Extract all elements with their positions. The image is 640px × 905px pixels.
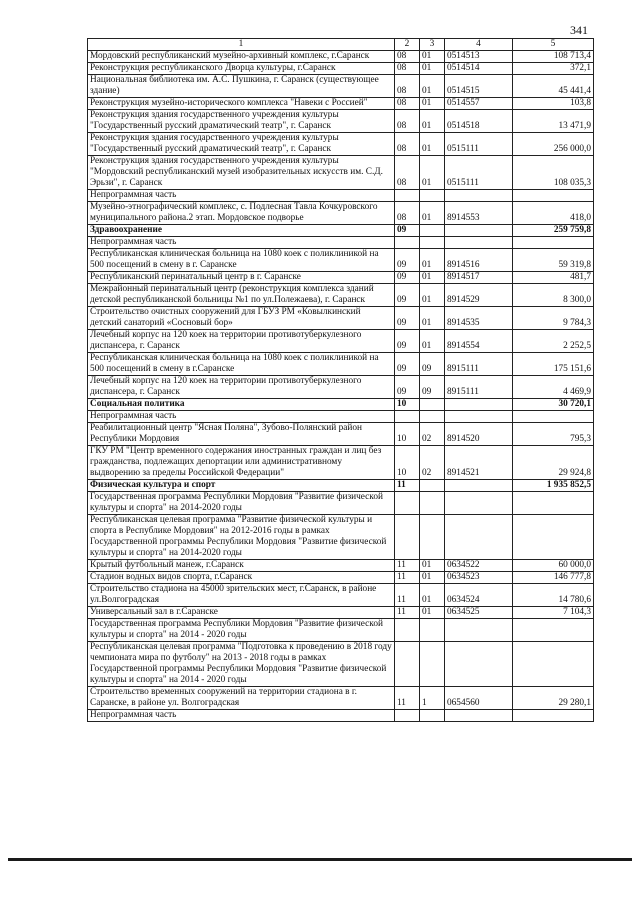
row-amount-cell: 45 441,4: [513, 75, 594, 98]
row-code-cell: [445, 710, 513, 722]
row-code-cell: [445, 619, 513, 642]
row-subsection-cell: [420, 619, 445, 642]
row-amount-cell: 4 469,9: [513, 376, 594, 399]
row-name-cell: Национальная библиотека им. А.С. Пушкина, г. Саранск (существующее здание): [88, 75, 395, 98]
table-row: [88, 492, 594, 515]
table-row: [88, 133, 594, 156]
row-name-cell: Мордовский республиканский музейно-архивный комплекс, г.Саранск: [88, 51, 395, 63]
row-code-cell: 0515111: [445, 156, 513, 190]
row-subsection-cell: 01: [420, 75, 445, 98]
row-section-cell: 10: [395, 399, 420, 411]
row-subsection-cell: 01: [420, 330, 445, 353]
row-subsection-cell: 09: [420, 353, 445, 376]
row-name-cell: Реконструкция здания государственного учреждения культуры "Государственный русский драматический театр", г. Саранск: [88, 110, 395, 133]
row-section-cell: 08: [395, 51, 420, 63]
row-name-cell: Непрограммная часть: [88, 710, 395, 722]
row-amount-cell: 59 319,8: [513, 249, 594, 272]
table-row: [88, 98, 594, 110]
row-amount-cell: 259 759,8: [513, 225, 594, 237]
table-row: [88, 642, 594, 687]
row-code-cell: [445, 237, 513, 249]
row-subsection-cell: 01: [420, 607, 445, 619]
page-bottom-rule: [8, 858, 632, 861]
row-amount-cell: [513, 619, 594, 642]
row-code-cell: 0514518: [445, 110, 513, 133]
row-name-cell: Музейно-этнографический комплекс, с. Подлесная Тавла Кочкуровского муниципального района.2 этап. Мордовское подворье: [88, 202, 395, 225]
table-row: [88, 307, 594, 330]
row-name-cell: Лечебный корпус на 120 коек на территории противотуберкулезного диспансера, г. Саранск: [88, 376, 395, 399]
table-row: [88, 284, 594, 307]
row-name-cell: Крытый футбольный манеж, г.Саранск: [88, 560, 395, 572]
table-row: [88, 480, 594, 492]
row-amount-cell: [513, 515, 594, 560]
row-name-cell: Социальная политика: [88, 399, 395, 411]
row-code-cell: [445, 515, 513, 560]
row-code-cell: [445, 399, 513, 411]
row-name-cell: Стадион водных видов спорта, г.Саранск: [88, 572, 395, 584]
row-section-cell: 09: [395, 353, 420, 376]
table-row: [88, 51, 594, 63]
row-section-cell: 11: [395, 687, 420, 710]
row-name-cell: Межрайонный перинатальный центр (реконструкция комплекса зданий детской республиканской больницы №1 по ул.Полежаева), г. Саранск: [88, 284, 395, 307]
row-code-cell: 8915111: [445, 353, 513, 376]
table-row: [88, 376, 594, 399]
row-subsection-cell: 01: [420, 51, 445, 63]
row-amount-cell: 1 935 852,5: [513, 480, 594, 492]
row-amount-cell: 8 300,0: [513, 284, 594, 307]
row-subsection-cell: [420, 710, 445, 722]
row-section-cell: [395, 492, 420, 515]
row-amount-cell: 146 777,8: [513, 572, 594, 584]
row-section-cell: [395, 642, 420, 687]
row-code-cell: 0514557: [445, 98, 513, 110]
row-subsection-cell: 01: [420, 202, 445, 225]
row-section-cell: [395, 710, 420, 722]
row-section-cell: [395, 237, 420, 249]
header-col-3: 3: [420, 39, 445, 51]
row-subsection-cell: 01: [420, 249, 445, 272]
row-subsection-cell: [420, 642, 445, 687]
row-name-cell: Строительство стадиона на 45000 зрительских мест, г.Саранск, в районе ул.Волгоградская: [88, 584, 395, 607]
table-body: [88, 51, 594, 722]
row-subsection-cell: 1: [420, 687, 445, 710]
row-section-cell: 08: [395, 133, 420, 156]
row-code-cell: 8914516: [445, 249, 513, 272]
row-name-cell: ГКУ РМ "Центр временного содержания иностранных граждан и лиц без гражданства, подлежащих депортации или административному выдворению за пределы Российской Федерации": [88, 446, 395, 480]
row-section-cell: 11: [395, 607, 420, 619]
row-subsection-cell: 01: [420, 133, 445, 156]
header-col-4: 4: [445, 39, 513, 51]
row-section-cell: [395, 411, 420, 423]
row-subsection-cell: 01: [420, 110, 445, 133]
row-subsection-cell: 01: [420, 156, 445, 190]
row-code-cell: [445, 642, 513, 687]
row-amount-cell: 2 252,5: [513, 330, 594, 353]
row-code-cell: 0514513: [445, 51, 513, 63]
table-row: [88, 249, 594, 272]
row-amount-cell: 103,8: [513, 98, 594, 110]
row-code-cell: 0654560: [445, 687, 513, 710]
row-section-cell: 08: [395, 75, 420, 98]
row-section-cell: 11: [395, 480, 420, 492]
row-amount-cell: 795,3: [513, 423, 594, 446]
row-amount-cell: 13 471,9: [513, 110, 594, 133]
row-amount-cell: 175 151,6: [513, 353, 594, 376]
row-amount-cell: [513, 492, 594, 515]
row-amount-cell: 9 784,3: [513, 307, 594, 330]
header-col-5: 5: [513, 39, 594, 51]
row-code-cell: 0634525: [445, 607, 513, 619]
row-amount-cell: 108 035,3: [513, 156, 594, 190]
row-subsection-cell: 01: [420, 272, 445, 284]
row-code-cell: 0514514: [445, 63, 513, 75]
row-section-cell: 08: [395, 98, 420, 110]
row-section-cell: 09: [395, 307, 420, 330]
row-code-cell: 0514515: [445, 75, 513, 98]
row-amount-cell: [513, 190, 594, 202]
row-section-cell: 11: [395, 572, 420, 584]
table-header-row: [88, 39, 594, 51]
table-row: [88, 75, 594, 98]
table-row: [88, 399, 594, 411]
row-section-cell: 08: [395, 63, 420, 75]
row-section-cell: 11: [395, 560, 420, 572]
row-subsection-cell: 01: [420, 307, 445, 330]
table-row: [88, 272, 594, 284]
row-subsection-cell: 01: [420, 63, 445, 75]
row-section-cell: [395, 619, 420, 642]
row-amount-cell: 14 780,6: [513, 584, 594, 607]
row-code-cell: [445, 225, 513, 237]
row-subsection-cell: [420, 237, 445, 249]
row-code-cell: 8915111: [445, 376, 513, 399]
row-subsection-cell: 01: [420, 98, 445, 110]
page-number: 341: [570, 23, 588, 37]
row-name-cell: Непрограммная часть: [88, 190, 395, 202]
row-code-cell: 8914554: [445, 330, 513, 353]
row-name-cell: Республиканская целевая программа "Подготовка к проведению в 2018 году чемпионата мира по футболу" на 2013 - 2018 годы в рамках Государственной программы Республики Мордовия "Развитие физической культуры и спорта" на 2014 - 2020 годы: [88, 642, 395, 687]
row-name-cell: Здравоохранение: [88, 225, 395, 237]
row-amount-cell: [513, 710, 594, 722]
row-subsection-cell: 01: [420, 572, 445, 584]
row-name-cell: Республиканская клиническая больница на 1080 коек с поликлиникой на 500 посещений в смену в г. Саранске: [88, 249, 395, 272]
row-name-cell: Реконструкция здания государственного учреждения культуры "Мордовский республиканский музей изобразительных искусств им. С.Д. Эрьзи", г. Саранск: [88, 156, 395, 190]
row-code-cell: 0634524: [445, 584, 513, 607]
row-code-cell: 8914535: [445, 307, 513, 330]
row-subsection-cell: 09: [420, 376, 445, 399]
row-name-cell: Лечебный корпус на 120 коек на территории противотуберкулезного диспансера, г. Саранск: [88, 330, 395, 353]
row-code-cell: [445, 492, 513, 515]
row-amount-cell: 256 000,0: [513, 133, 594, 156]
table-row: [88, 411, 594, 423]
table-row: [88, 330, 594, 353]
header-col-1: 1: [88, 39, 395, 51]
row-subsection-cell: 02: [420, 446, 445, 480]
table-row: [88, 63, 594, 75]
table-row: [88, 560, 594, 572]
row-name-cell: Универсальный зал в г.Саранске: [88, 607, 395, 619]
row-subsection-cell: 01: [420, 284, 445, 307]
row-amount-cell: 29 280,1: [513, 687, 594, 710]
row-code-cell: 8914520: [445, 423, 513, 446]
row-amount-cell: [513, 237, 594, 249]
row-section-cell: 09: [395, 249, 420, 272]
row-name-cell: Непрограммная часть: [88, 237, 395, 249]
table-row: [88, 110, 594, 133]
row-section-cell: [395, 515, 420, 560]
table-row: [88, 156, 594, 190]
row-section-cell: [395, 190, 420, 202]
table-row: [88, 225, 594, 237]
row-code-cell: 8914521: [445, 446, 513, 480]
table-row: [88, 423, 594, 446]
row-amount-cell: 60 000,0: [513, 560, 594, 572]
row-name-cell: Реабилитационный центр "Ясная Поляна", Зубово-Полянский район Республики Мордовия: [88, 423, 395, 446]
row-amount-cell: 29 924,8: [513, 446, 594, 480]
row-section-cell: 09: [395, 284, 420, 307]
budget-table: [87, 38, 594, 722]
row-name-cell: Республиканский перинатальный центр в г. Саранске: [88, 272, 395, 284]
row-amount-cell: 30 720,1: [513, 399, 594, 411]
table-row: [88, 584, 594, 607]
row-name-cell: Непрограммная часть: [88, 411, 395, 423]
row-name-cell: Государственная программа Республики Мордовия "Развитие физической культуры и спорта" на 2014 - 2020 годы: [88, 619, 395, 642]
row-amount-cell: 481,7: [513, 272, 594, 284]
row-code-cell: 8914529: [445, 284, 513, 307]
row-subsection-cell: 02: [420, 423, 445, 446]
row-section-cell: 09: [395, 225, 420, 237]
row-amount-cell: [513, 411, 594, 423]
row-subsection-cell: [420, 399, 445, 411]
table-row: [88, 446, 594, 480]
row-section-cell: 09: [395, 330, 420, 353]
table-row: [88, 710, 594, 722]
row-amount-cell: 372,1: [513, 63, 594, 75]
row-name-cell: Реконструкция здания государственного учреждения культуры "Государственный русский драматический театр", г. Саранск: [88, 133, 395, 156]
row-subsection-cell: [420, 515, 445, 560]
row-name-cell: Реконструкция музейно-исторического комплекса "Навеки с Россией": [88, 98, 395, 110]
row-section-cell: 09: [395, 376, 420, 399]
row-name-cell: Республиканская целевая программа "Развитие физической культуры и спорта в Республике Мордовия" на 2012-2016 годы в рамках Государственной программы Республики Мордовия "Развитие физической культуры и спорта" на 2014-2020 годы: [88, 515, 395, 560]
row-code-cell: 0634522: [445, 560, 513, 572]
row-name-cell: Государственная программа Республики Мордовия "Развитие физической культуры и спорта" на 2014-2020 годы: [88, 492, 395, 515]
row-subsection-cell: [420, 480, 445, 492]
row-subsection-cell: [420, 411, 445, 423]
table-row: [88, 572, 594, 584]
table-row: [88, 687, 594, 710]
row-amount-cell: 7 104,3: [513, 607, 594, 619]
row-section-cell: 08: [395, 202, 420, 225]
row-amount-cell: [513, 642, 594, 687]
row-subsection-cell: 01: [420, 584, 445, 607]
row-code-cell: 0515111: [445, 133, 513, 156]
row-code-cell: [445, 190, 513, 202]
row-amount-cell: 418,0: [513, 202, 594, 225]
row-name-cell: Республиканская клиническая больница на 1080 коек с поликлиникой на 500 посещений в смену в г.Саранске: [88, 353, 395, 376]
row-section-cell: 10: [395, 423, 420, 446]
row-section-cell: 11: [395, 584, 420, 607]
table-row: [88, 515, 594, 560]
table-row: [88, 202, 594, 225]
table-row: [88, 237, 594, 249]
row-code-cell: [445, 480, 513, 492]
row-subsection-cell: [420, 190, 445, 202]
row-name-cell: Физическая культура и спорт: [88, 480, 395, 492]
table-row: [88, 607, 594, 619]
row-name-cell: Реконструкция республиканского Дворца культуры, г.Саранск: [88, 63, 395, 75]
table-row: [88, 353, 594, 376]
row-subsection-cell: [420, 492, 445, 515]
row-code-cell: 8914553: [445, 202, 513, 225]
row-section-cell: 09: [395, 272, 420, 284]
row-section-cell: 08: [395, 156, 420, 190]
header-col-2: 2: [395, 39, 420, 51]
row-code-cell: 8914517: [445, 272, 513, 284]
row-subsection-cell: [420, 225, 445, 237]
table-row: [88, 619, 594, 642]
row-code-cell: 0634523: [445, 572, 513, 584]
row-name-cell: Строительство временных сооружений на территории стадиона в г. Саранске, в районе ул. Волгоградская: [88, 687, 395, 710]
table-row: [88, 190, 594, 202]
row-code-cell: [445, 411, 513, 423]
row-subsection-cell: 01: [420, 560, 445, 572]
row-section-cell: 08: [395, 110, 420, 133]
row-name-cell: Строительство очистных сооружений для ГБУЗ РМ «Ковылкинский детский санаторий «Сосновый бор»: [88, 307, 395, 330]
row-amount-cell: 108 713,4: [513, 51, 594, 63]
row-section-cell: 10: [395, 446, 420, 480]
